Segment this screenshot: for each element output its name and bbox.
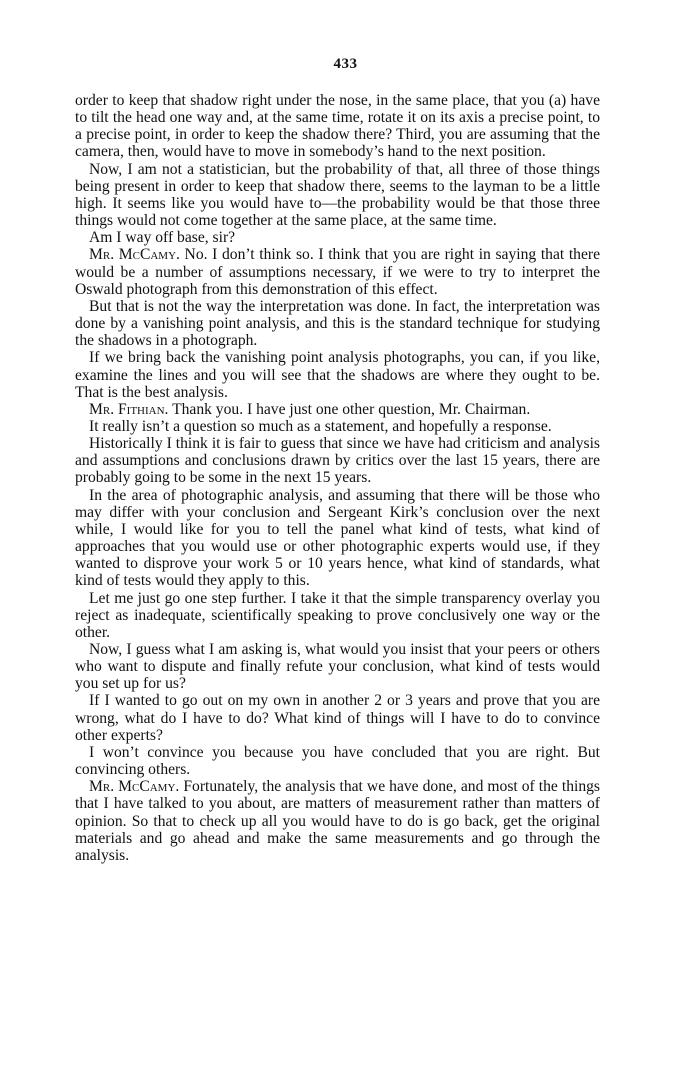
paragraph-4 xyxy=(75,246,600,297)
paragraph-text: But that is not the way the interpretation was done. In fact, the interpretation was done by a vanishing point analysis, and this is the standard technique for studying the shadows in a photograph. xyxy=(75,297,600,350)
body-text xyxy=(75,92,600,864)
paragraph-text: If I wanted to go out on my own in another 2 or 3 years and prove that you are wrong, what do I have to do? What kind of things will I have to do to convince other experts? xyxy=(75,692,600,744)
paragraph-text: Fortunately, the analysis that we have done, and most of the things that I have talked to you about, are matters of measurement rather than matters of opinion. So that to check up all you would have to do is go back, get the original materials and go ahead and make the same measurements and go through the analysis. xyxy=(75,778,600,864)
paragraph-text: Let me just go one step further. I take it that the simple transparency overlay you reject as inadequate, scientifically speaking to prove conclusively one way or the other. xyxy=(75,589,600,641)
paragraph-text: Historically I think it is fair to guess that since we have had criticism and analysis and assumptions and conclusions drawn by critics over the last 15 years, there are probably going to be some in the next 15 years. xyxy=(75,435,600,487)
paragraph-text: Now, I am not a statistician, but the probability of that, all three of those things being present in order to keep that shadow there, seems to the layman to be a little high. It seems like you would have to—the probability would be that those three things would not come together at the same place, at the same time. xyxy=(75,160,600,230)
paragraph-7 xyxy=(75,401,600,418)
paragraph-15 xyxy=(75,778,600,864)
paragraph-text: I won’t convince you because you have concluded that you are right. But convincing others. xyxy=(75,743,600,779)
page-number: 433 xyxy=(333,56,358,72)
paragraph-text: order to keep that shadow right under the nose, in the same place, that you (a) have to tilt the head one way and, at the same time, rotate it on its axis a precise point, to a precise point, in order to keep the shadow there? Third, you are assuming that the camera, then, would have to move in somebody’s hand to the next position. xyxy=(75,92,600,161)
paragraph-text: Now, I guess what I am asking is, what would you insist that your peers or others who want to dispute and finally refute your conclusion, what kind of tests would you set up for us? xyxy=(75,641,600,693)
paragraph-14 xyxy=(75,744,600,778)
paragraph-1 xyxy=(75,92,600,161)
speaker-name: Mr. McCamy. xyxy=(89,246,180,264)
paragraph-5 xyxy=(75,298,600,349)
paragraph-10 xyxy=(75,487,600,590)
paragraph-9 xyxy=(75,435,600,486)
paragraph-8 xyxy=(75,418,600,435)
paragraph-text: In the area of photographic analysis, and assuming that there will be those who may differ with your conclusion and Sergeant Kirk’s conclusion over the next while, I would like for you to tell the panel what kind of tests, what kind of approaches that you would use or other photographic experts would use, if they wanted to disprove your work 5 or 10 years hence, what kind of standards, what kind of tests would they apply to this. xyxy=(75,486,600,590)
paragraph-11 xyxy=(75,590,600,641)
paragraph-3 xyxy=(75,229,600,246)
paragraph-text: No. I don’t think so. I think that you are right in saying that there would be a number of assumptions necessary, if we were to try to interpret the Oswald photograph from this demonstration of this effect. xyxy=(75,246,601,298)
speaker-name: Mr. McCamy. xyxy=(89,778,180,796)
paragraph-text: Am I way off base, sir? xyxy=(89,229,236,247)
paragraph-text: It really isn’t a question so much as a statement, and hopefully a response. xyxy=(89,417,552,435)
paragraph-6 xyxy=(75,349,600,400)
speaker-name: Mr. Fithian. xyxy=(89,400,169,418)
paragraph-text: Thank you. I have just one other question, Mr. Chairman. xyxy=(168,400,531,418)
paragraph-12 xyxy=(75,641,600,692)
paragraph-13 xyxy=(75,692,600,743)
paragraph-text: If we bring back the vanishing point analysis photographs, you can, if you like, examine the lines and you will see that the shadows are where they ought to be. That is the best analysis. xyxy=(75,349,600,401)
paragraph-2 xyxy=(75,161,600,230)
